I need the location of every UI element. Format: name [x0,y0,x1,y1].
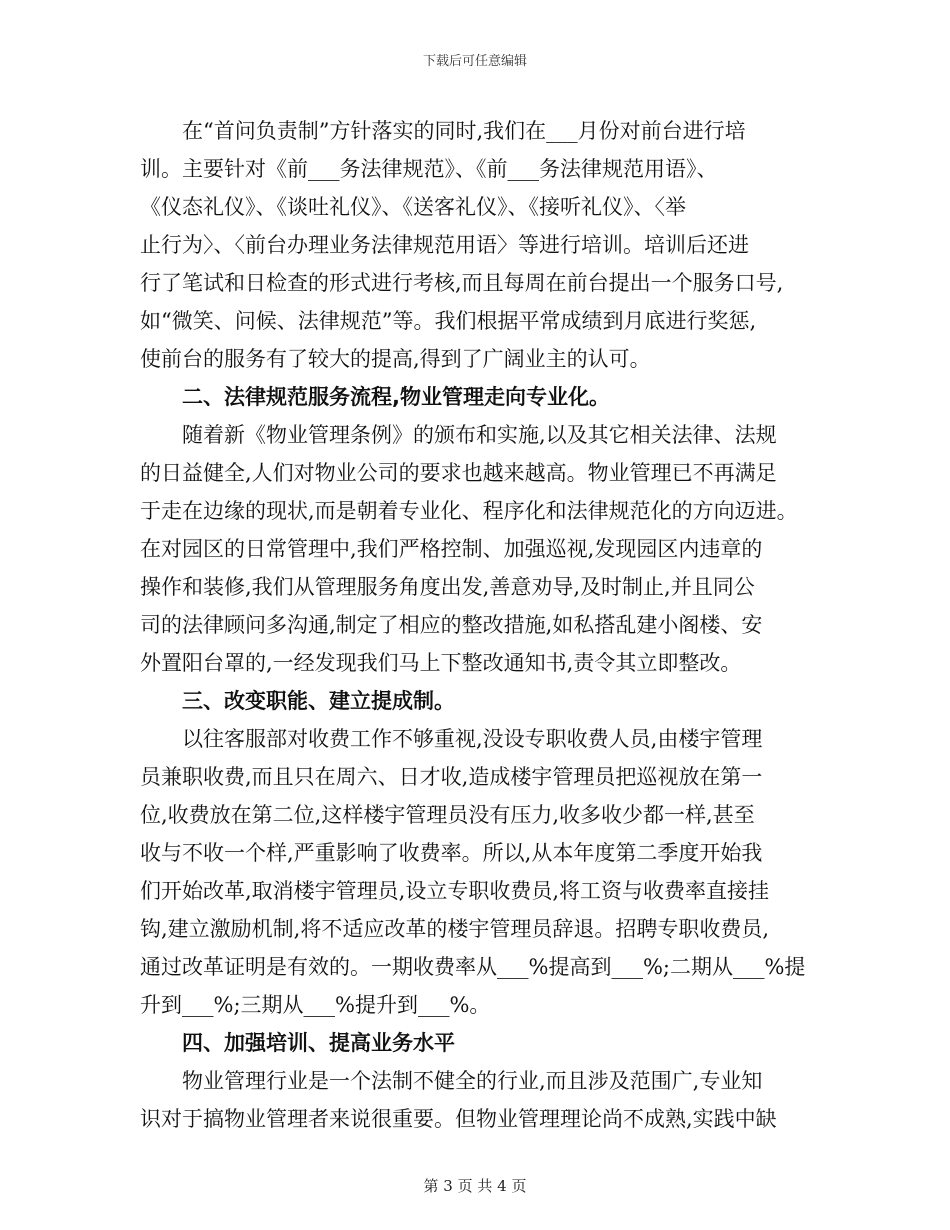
paragraph-line: 止行为〉、〈前台办理业务法律规范用语〉等进行培训。培训后还进 [140,233,749,257]
section-heading: 二、法律规范服务流程,物业管理走向专业化。 [140,385,610,409]
paragraph-line: 使前台的服务有了较大的提高,得到了广阔业主的认可。 [140,347,651,371]
paragraph-line: 于走在边缘的现状,而是朝着专业化、程序化和法律规范化的方向迈进。 [140,499,798,523]
paragraph-line: 外置阳台罩的,一经发现我们马上下整改通知书,责令其立即整改。 [140,651,742,675]
paragraph-line: 如“微笑、问候、法律规范”等。我们根据平常成绩到月底进行奖惩, [140,309,757,333]
page-header: 下载后可任意编辑 [422,54,527,69]
paragraph-line: 钩,建立激励机制,将不适应改革的楼宇管理员辞退。招聘专职收费员, [140,917,770,941]
paragraph-line: 在对园区的日常管理中,我们严格控制、加强巡视,发现园区内违章的 [140,537,763,561]
paragraph-line: 位,收费放在第二位,这样楼宇管理员没有压力,收多收少都一样,甚至 [140,803,755,827]
paragraph-line: 们开始改革,取消楼宇管理员,设立专职收费员,将工资与收费率直接挂 [140,879,770,903]
paragraph-line: 收与不收一个样,严重影响了收费率。所以,从本年度第二季度开始我 [140,841,763,865]
paragraph-line: 《仪态礼仪》、《谈吐礼仪》、《送客礼仪》、《接听礼仪》、〈举 [140,195,686,219]
paragraph-line: 升到___%;三期从___%提升到___%。 [140,993,491,1017]
paragraph-line: 员兼职收费,而且只在周六、日才收,造成楼宇管理员把巡视放在第一 [140,765,763,789]
page-number-footer: 第 3 页 共 4 页 [423,1177,527,1195]
section-heading: 四、加强培训、提高业务水平 [140,1031,455,1055]
paragraph-line: 司的法律顾问多沟通,制定了相应的整改措施,如私搭乱建小阁楼、安 [140,613,763,637]
paragraph-line: 行了笔试和日检查的形式进行考核,而且每周在前台提出一个服务口号, [140,271,784,295]
paragraph-line: 识对于搞物业管理者来说很重要。但物业管理理论尚不成熟,实践中缺 [140,1107,777,1131]
paragraph-line: 物业管理行业是一个法制不健全的行业,而且涉及范围广,专业知 [140,1069,763,1093]
paragraph-line: 通过改革证明是有效的。一期收费率从___%提高到___%;二期从___%提 [140,955,806,979]
paragraph-line: 在“首问负责制”方针落实的同时,我们在___月份对前台进行培 [140,119,746,143]
section-heading: 三、改变职能、建立提成制。 [140,689,455,713]
paragraph-line: 操作和装修,我们从管理服务角度出发,善意劝导,及时制止,并且同公 [140,575,755,599]
paragraph-line: 训。主要针对《前___务法律规范》、《前___务法律规范用语》、 [140,157,718,181]
paragraph-line: 以往客服部对收费工作不够重视,没设专职收费人员,由楼宇管理 [140,727,763,751]
paragraph-line: 的日益健全,人们对物业公司的要求也越来越高。物业管理已不再满足 [140,461,777,485]
document-body [140,112,812,1138]
paragraph-line: 随着新《物业管理条例》的颁布和实施,以及其它相关法律、法规 [140,423,777,447]
